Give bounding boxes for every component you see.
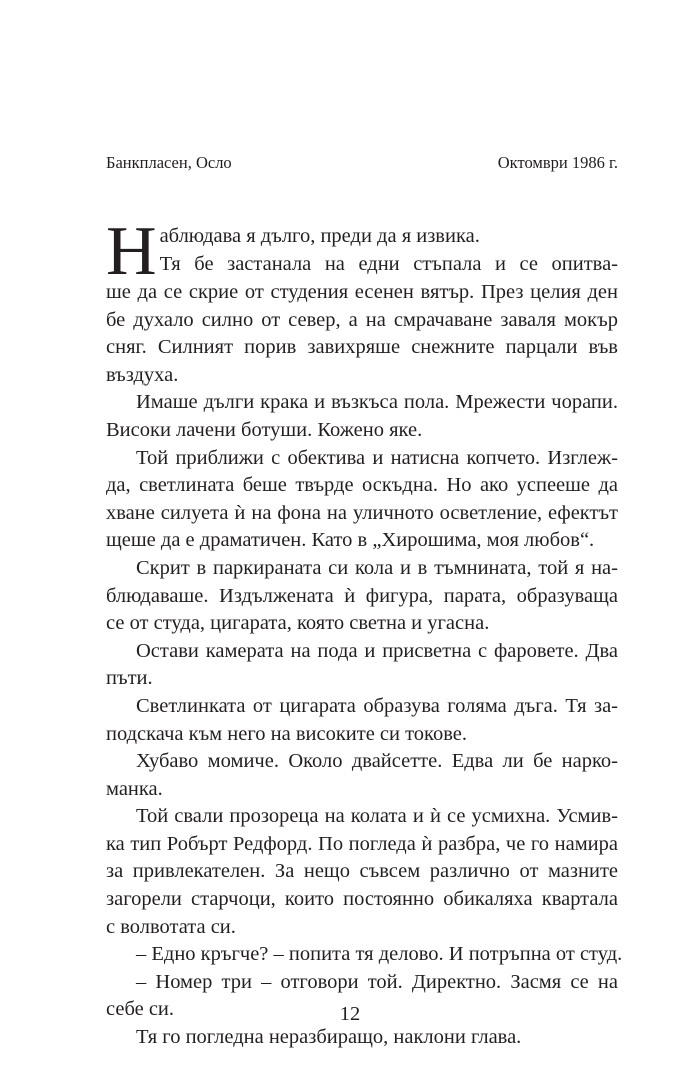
- text-line: подскача към него на високите си токове.: [106, 722, 468, 745]
- text-line: Светлинката от цигарата образува голяма дъга. Тя за-: [136, 694, 618, 717]
- text-line: – Едно кръгче? – попита тя делово. И потръпна от студ.: [136, 943, 623, 966]
- header-date: Октомври 1986 г.: [497, 153, 618, 172]
- text-line: ка тип Робърт Редфорд. По погледа ѝ разбра, че го намира: [106, 832, 618, 855]
- text-line: Той свали прозореца на колата и ѝ се усмихна. Усмив-: [136, 805, 618, 828]
- text-line: манка.: [106, 777, 163, 800]
- text-line: – Номер три – отговори той. Директно. Засмя се на: [136, 970, 618, 993]
- text-line: бе духало силно от север, а на смрачаване заваля мокър: [106, 308, 618, 331]
- text-line: Остави камерата на пода и присветна с фаровете. Два: [136, 639, 618, 662]
- drop-cap: Н: [106, 213, 157, 290]
- text-line: Тя го погледна неразбиращо, наклони глава.: [136, 1026, 522, 1049]
- text-line: блюдаваше. Издължената ѝ фигура, парата, образуваща: [106, 584, 618, 607]
- text-line: Хубаво момиче. Около двайсетте. Едва ли бе нарко-: [136, 750, 618, 773]
- text-line: загорели старчоци, които постоянно обикаляха квартала: [106, 888, 618, 911]
- text-line: с волвотата си.: [106, 915, 236, 938]
- running-header: [106, 153, 618, 173]
- text-line: Тя бе застанала на едни стъпала и се опитва-: [159, 252, 618, 275]
- page-number: 12: [339, 1003, 361, 1025]
- text-line: хване силуета ѝ на фона на уличното осветление, ефектът: [106, 501, 618, 524]
- text-line: да, светлината беше твърде оскъдна. Но ако успееше да: [106, 474, 618, 497]
- text-line: Той приближи с обектива и натисна копчето. Изглеж-: [136, 446, 618, 469]
- text-line: пъти.: [106, 667, 153, 690]
- text-line: Скрит в паркираната си кола и в тъмнината, той я на-: [136, 556, 618, 579]
- text-line: Имаше дълги крака и възкъса пола. Мрежести чорапи.: [136, 391, 618, 414]
- text-line: щеше да е драматичен. Като в „Хирошима, моя любов“.: [106, 529, 595, 552]
- text-line: въздуха.: [106, 363, 179, 386]
- text-line: аблюдава я дълго, преди да я извика.: [159, 225, 480, 247]
- text-line: се от студа, цигарата, която светна и угасна.: [106, 612, 490, 635]
- text-line: сняг. Силният порив завихряше снежните парцали във: [106, 336, 618, 359]
- text-line: себе си.: [106, 998, 175, 1021]
- text-line: ше да се скрие от студения есенен вятър. През целия ден: [106, 281, 618, 303]
- chapter-body: [106, 213, 623, 1052]
- text-line: Високи лачени ботуши. Кожено яке.: [106, 418, 423, 441]
- text-line: за привлекателен. За нещо съвсем различно от мазните: [106, 860, 618, 883]
- header-location: Банкпласен, Осло: [106, 153, 232, 172]
